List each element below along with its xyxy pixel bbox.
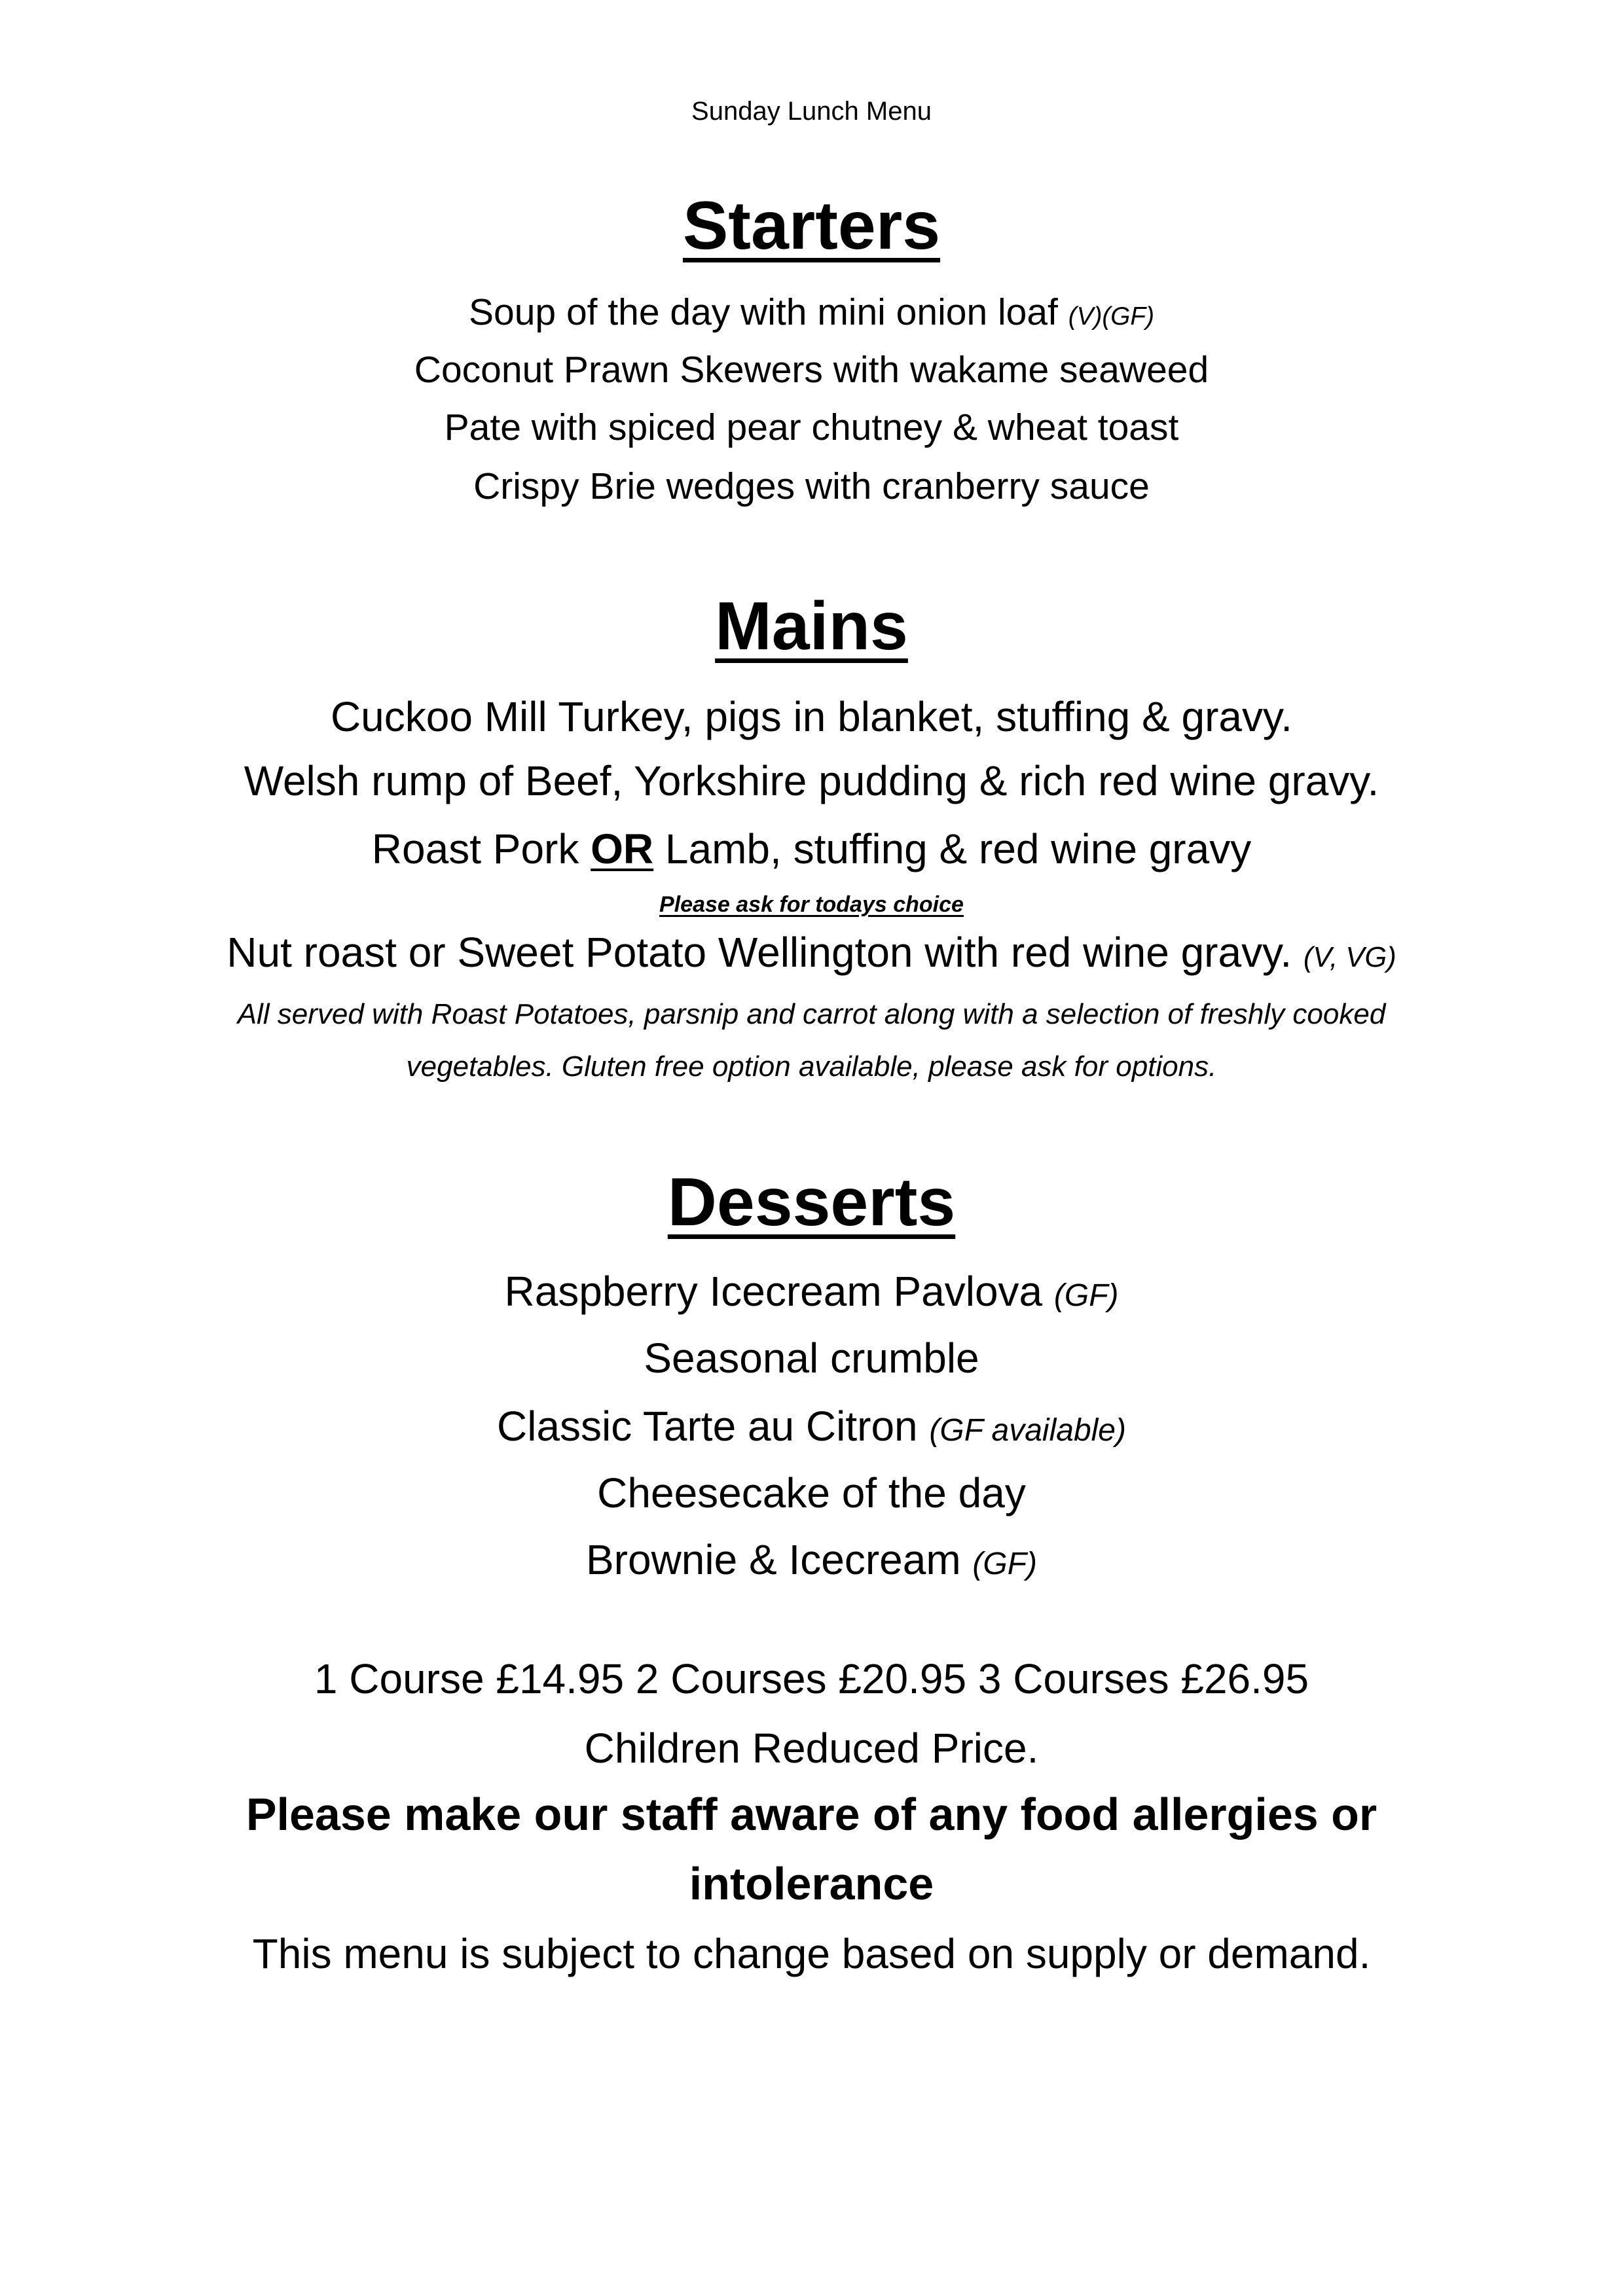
- desserts-heading: Desserts: [667, 1164, 956, 1240]
- starter-item: Pate with spiced pear chutney & wheat toast: [444, 406, 1179, 448]
- mains-footnote-line: vegetables. Gluten free option available, please ask for options.: [406, 1050, 1217, 1083]
- dessert-item-name: Classic Tarte au Citron: [497, 1403, 930, 1450]
- dessert-item-name: Raspberry Icecream Pavlova: [504, 1268, 1054, 1315]
- mains-footnote-line: All served with Roast Potatoes, parsnip and carrot along with a selection of freshly cooked: [237, 998, 1386, 1030]
- dessert-item-name: Brownie & Icecream: [585, 1536, 973, 1583]
- menu-title: Sunday Lunch Menu: [691, 97, 932, 126]
- starter-item: Coconut Prawn Skewers with wakame seaweed: [414, 349, 1209, 391]
- dessert-item: Cheesecake of the day: [597, 1469, 1026, 1516]
- main-item: [0, 826, 1623, 872]
- main-item-name-before: Roast Pork: [371, 825, 591, 872]
- allergy-notice-line: intolerance: [689, 1858, 934, 1909]
- main-item-name-after: Lamb, stuffing & red wine gravy: [653, 825, 1252, 872]
- allergy-notice-line: Please make our staff aware of any food allergies or: [246, 1789, 1377, 1840]
- dietary-tag: (V, VG): [1303, 942, 1396, 973]
- starter-item: Crispy Brie wedges with cranberry sauce: [473, 465, 1150, 507]
- dessert-item: Seasonal crumble: [644, 1335, 979, 1382]
- starter-item: [0, 292, 1623, 333]
- main-item: [0, 929, 1623, 975]
- dessert-item: [0, 1537, 1623, 1583]
- main-item: Welsh rump of Beef, Yorkshire pudding & rich red wine gravy.: [244, 757, 1379, 804]
- dietary-tag: (GF): [1053, 1278, 1119, 1313]
- or-emphasis: OR: [591, 825, 654, 872]
- children-price: Children Reduced Price.: [584, 1725, 1039, 1772]
- mains-heading: Mains: [715, 588, 908, 664]
- main-item-name: Nut roast or Sweet Potato Wellington with red wine gravy.: [227, 929, 1304, 976]
- todays-choice-note: Please ask for todays choice: [659, 892, 964, 917]
- menu-disclaimer: This menu is subject to change based on supply or demand.: [252, 1930, 1371, 1977]
- main-item: Cuckoo Mill Turkey, pigs in blanket, stuffing & gravy.: [330, 693, 1293, 740]
- course-prices: 1 Course £14.95 2 Courses £20.95 3 Courses £26.95: [314, 1655, 1309, 1702]
- dietary-tag: (V)(GF): [1068, 302, 1154, 331]
- dessert-item: [0, 1268, 1623, 1314]
- dessert-item: [0, 1403, 1623, 1449]
- starter-item-name: Soup of the day with mini onion loaf: [468, 291, 1068, 333]
- dietary-tag: (GF available): [929, 1413, 1126, 1448]
- starters-heading: Starters: [682, 188, 941, 264]
- dietary-tag: (GF): [972, 1547, 1038, 1581]
